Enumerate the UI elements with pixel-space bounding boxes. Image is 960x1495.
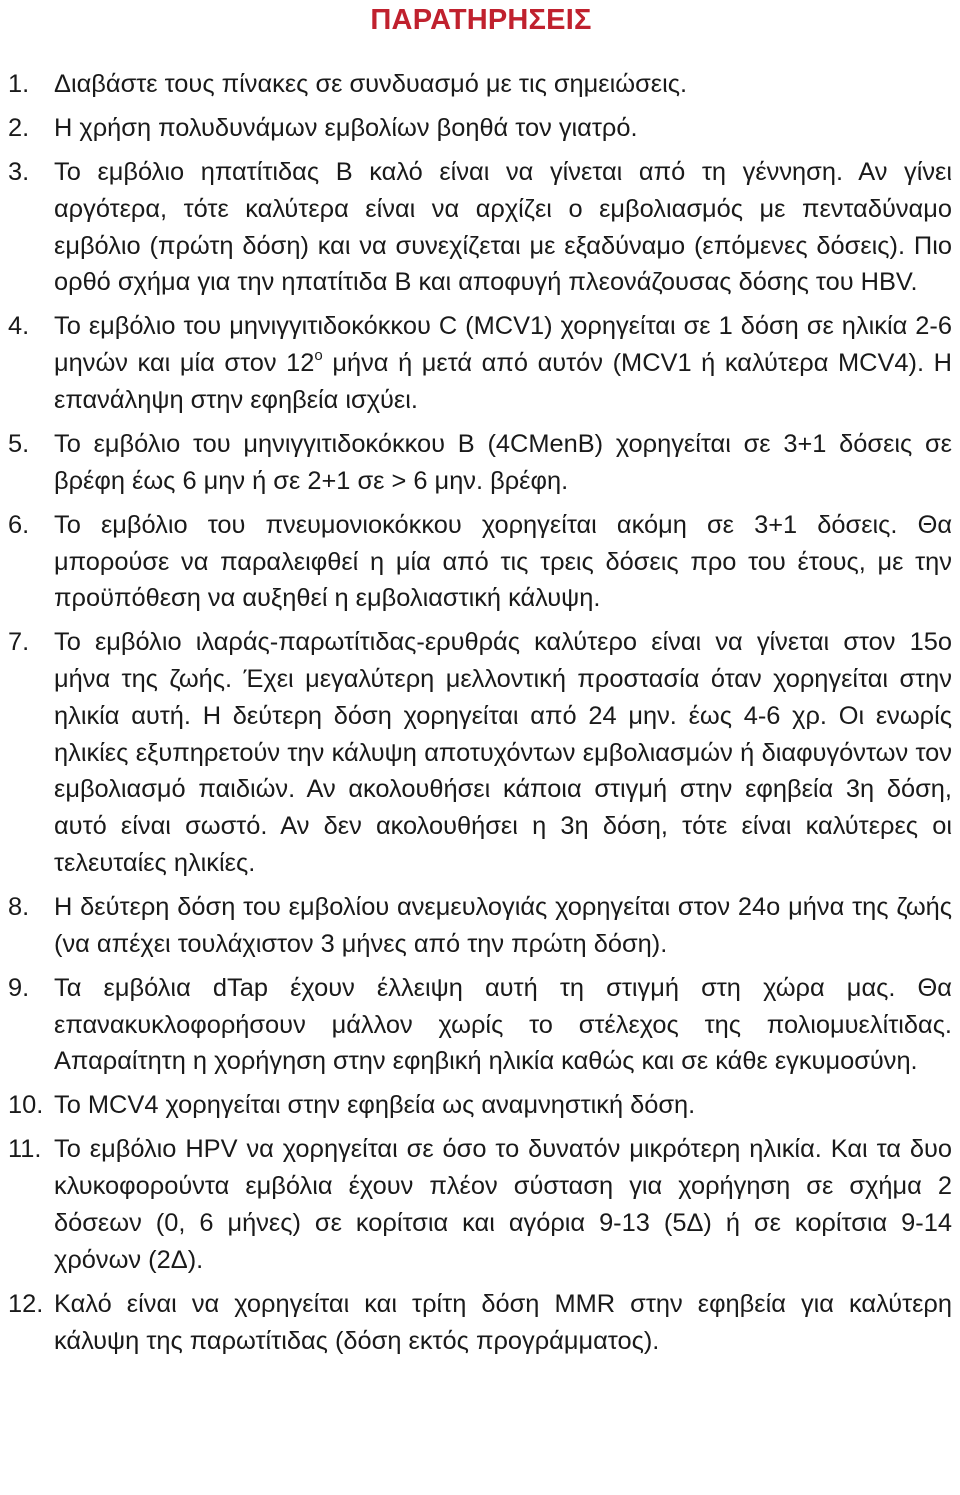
page-title: ΠΑΡΑΤΗΡΗΣΕΙΣ: [370, 4, 592, 36]
item-number: 1.: [8, 70, 30, 98]
item-number: 9.: [8, 973, 30, 1002]
item-number: 8.: [8, 893, 30, 922]
item-text: Το εμβόλιο ιλαράς-παρωτίτιδας-ερυθράς καλύτερο είναι να γίνεται στον 15ο μήνα της ζωής. Έχει μεγαλύτερη μελλοντική προστασία όταν χορηγείται στην ηλικία αυτή. Η δεύτερη δόση χορηγείται από 24 μην. έως 4-6 χρ. Οι ενωρίς ηλικίες εξυπηρετούν την κάλυψη αποτυχόντων εμβολιασμών ή διαφυγόντων τον εμβολιασμό παιδιών. Αν ακολουθήσει κάποια στιγμή στην εφηβεία 3η δόση, αυτό είναι σωστό. Αν δεν ακολουθήσει η 3η δόση, τότε είναι καλύτερες οι τελευταίες ηλικίες.: [54, 628, 952, 878]
list-item: [8, 889, 954, 963]
document-page: [0, 3, 960, 1495]
list-item: [8, 1131, 954, 1278]
item-number: 4.: [8, 312, 30, 341]
list-item: [8, 624, 954, 882]
list-item: [8, 154, 954, 301]
item-text-part: Το εμβόλιο του μηνιγγιτιδοκόκκου C (MCV1) χορηγείται σε 1 δόση σε ηλικία 2-6 μηνών και μία στον 12: [54, 312, 952, 378]
list-item: [8, 1087, 954, 1124]
item-number: 2.: [8, 113, 30, 142]
list-item: [8, 426, 954, 500]
item-number: 10.: [8, 1091, 44, 1120]
item-number: 11.: [8, 1135, 42, 1164]
item-text-part: μήνα ή μετά από αυτόν (MCV1 ή καλύτερα MCV4). Η επανάληψη στην εφηβεία ισχύει.: [54, 349, 952, 414]
list-item: [8, 970, 954, 1080]
item-text: [54, 308, 954, 418]
notes-list: [8, 66, 954, 1359]
list-item: [8, 110, 954, 147]
item-text: Το εμβόλιο HPV να χορηγείται σε όσο το δυνατόν μικρότερη ηλικία. Και τα δυο κλυκοφορούντα εμβόλια έχουν πλέον σύσταση για χορήγηση σε σχήμα 2 δόσεων (0, 6 μήνες) σε κορίτσια και αγόρια 9-13 (5Δ) ή σε κορίτσια 9-14 χρόνων (2Δ).: [54, 1135, 952, 1274]
list-item: [8, 66, 954, 103]
item-text: Το εμβόλιο ηπατίτιδας Β καλό είναι να γίνεται από τη γέννηση. Αν γίνει αργότερα, τότε καλύτερα είναι να αρχίζει ο εμβολιασμός με πενταδύναμο εμβόλιο (πρώτη δόση) και να συνεχίζεται με εξαδύναμο (επόμενες δόσεις). Πιο ορθό σχήμα για την ηπατίτιδα Β και αποφυγή πλεονάζουσας δόσης του HBV.: [54, 157, 952, 297]
item-number: 5.: [8, 429, 30, 458]
item-number: 6.: [8, 510, 30, 539]
list-item: [8, 308, 954, 418]
item-number: 7.: [8, 628, 30, 657]
item-text: Διαβάστε τους πίνακες σε συνδυασμό με τις σημειώσεις.: [54, 70, 688, 98]
item-text: Το εμβόλιο του πνευμονιοκόκκου χορηγείται ακόμη σε 3+1 δόσεις. Θα μπορούσε να παραλειφθεί η μία από τις τρεις δόσεις προ του έτους, με την προϋπόθεση να αυξηθεί η εμβολιαστική κάλυψη.: [54, 510, 952, 613]
item-text: Καλό είναι να χορηγείται και τρίτη δόση MMR στην εφηβεία για καλύτερη κάλυψη της παρωτίτιδας (δόση εκτός προγράμματος).: [54, 1289, 952, 1355]
list-item: [8, 507, 954, 617]
list-item: [8, 1286, 954, 1360]
item-number: 12.: [8, 1289, 44, 1318]
item-number: 3.: [8, 157, 30, 186]
item-text: Τα εμβόλια dTap έχουν έλλειψη αυτή τη στιγμή στη χώρα μας. Θα επανακυκλοφορήσουν μάλλον χωρίς το στέλεχος της πολιομυελίτιδας. Απαραίτητη η χορήγηση στην εφηβική ηλικία καθώς και σε κάθε εγκυμοσύνη.: [54, 973, 952, 1076]
item-text: Η δεύτερη δόση του εμβολίου ανεμευλογιάς χορηγείται στον 24ο μήνα της ζωής (να απέχει τουλάχιστον 3 μήνες από την πρώτη δόση).: [54, 893, 952, 958]
ordinal-superscript: ο: [314, 347, 323, 365]
item-text: Το MCV4 χορηγείται στην εφηβεία ως αναμνηστική δόση.: [54, 1091, 696, 1120]
item-text: Η χρήση πολυδυνάμων εμβολίων βοηθά τον γιατρό.: [54, 113, 638, 142]
item-text: Το εμβόλιο του μηνιγγιτιδοκόκκου Β (4CMenB) χορηγείται σε 3+1 δόσεις σε βρέφη έως 6 μην ή σε 2+1 σε > 6 μην. βρέφη.: [54, 429, 952, 495]
